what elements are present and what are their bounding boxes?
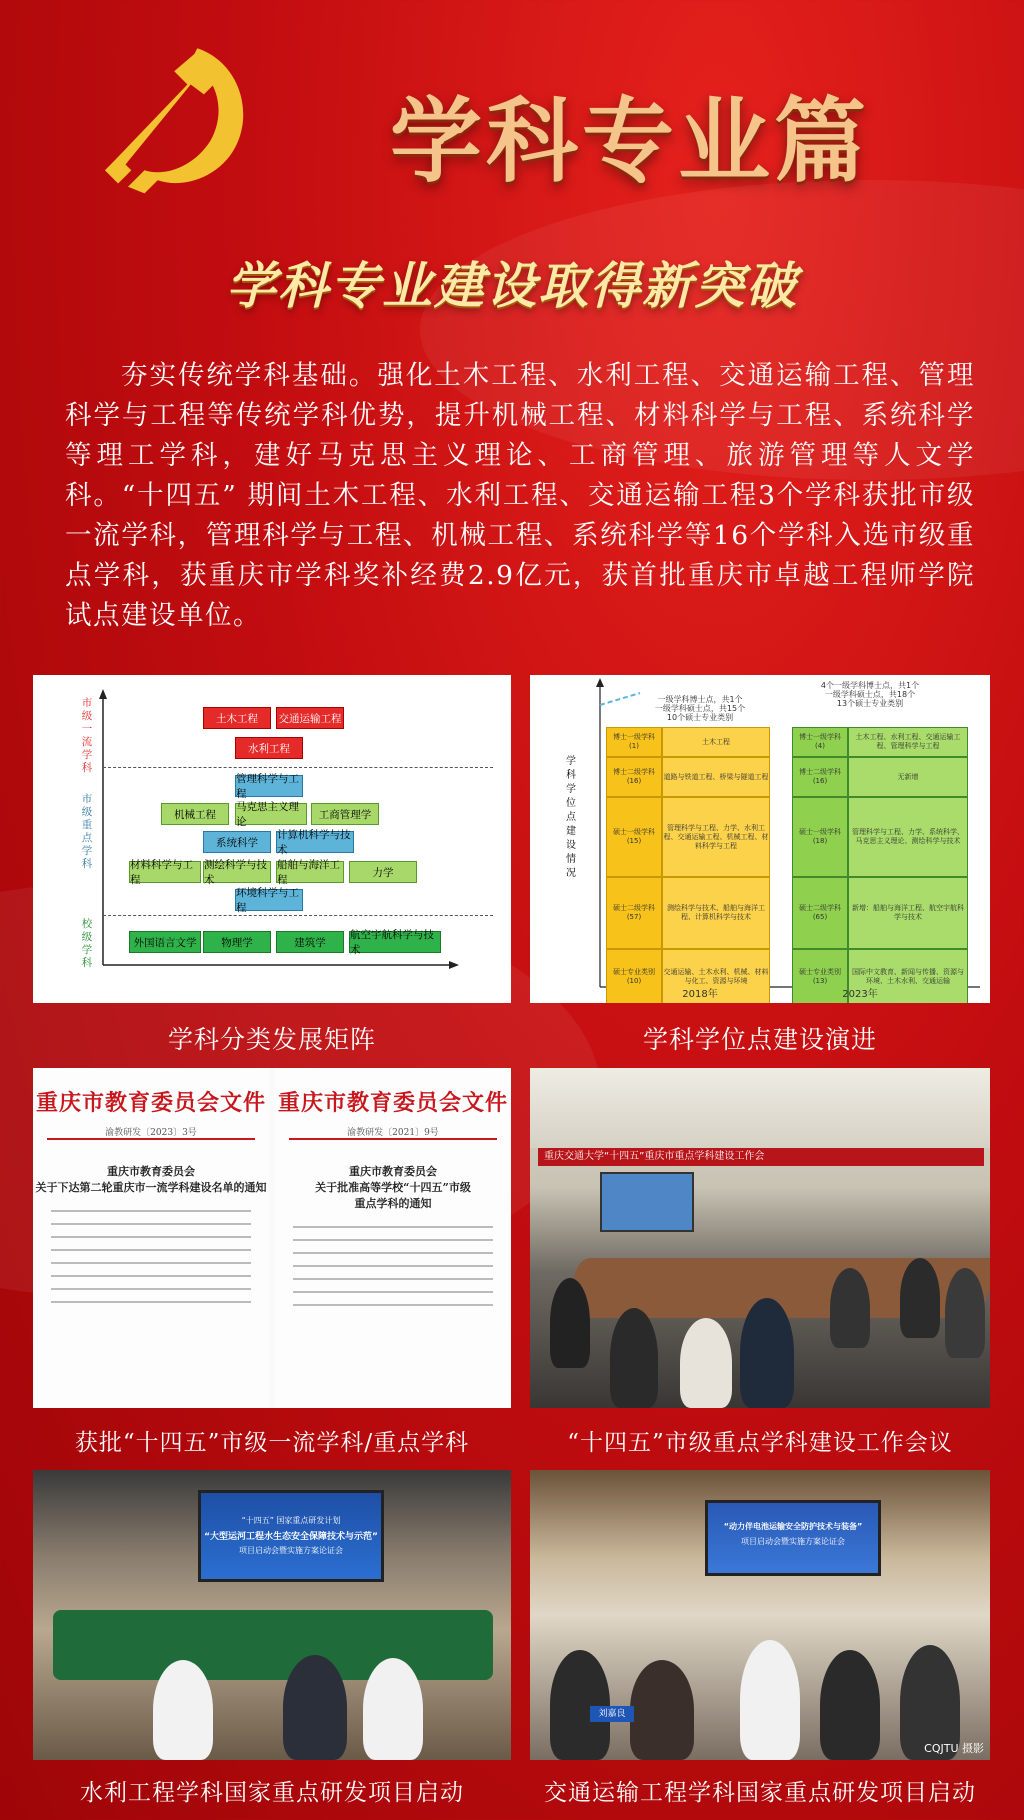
page-title: 学科专业篇 <box>390 88 871 195</box>
caption: 学科分类发展矩阵 <box>167 1025 376 1054</box>
doc-rule <box>289 1138 497 1140</box>
subject-box: 航空宇航科学与技术 <box>349 931 441 953</box>
attendee <box>550 1650 610 1760</box>
degree-cell: 硕士专业类别 (13) <box>792 949 848 1003</box>
subject-box: 建筑学 <box>276 931 344 953</box>
section-subtitle: 学科专业建设取得新突破 <box>226 257 798 315</box>
category-label: 市级一流学科 <box>81 697 93 774</box>
subject-box: 工商管理学 <box>311 803 379 825</box>
degree-cell: 博士一级学科 (1) <box>606 727 662 757</box>
doc-subject: 重庆市教育委员会 关于批准高等学校“十四五”市级 重点学科的通知 <box>315 1165 471 1210</box>
attendee <box>680 1318 732 1408</box>
screen-line: “大型运河工程水生态安全保障技术与示范” <box>204 1532 378 1542</box>
degree-cell: 国际中文教育、新闻与传播、资源与环境、土木水利、交通运输 <box>848 949 968 1003</box>
attendee <box>945 1268 985 1358</box>
degree-cell: 博士一级学科 (4) <box>792 727 848 757</box>
attendee <box>283 1655 347 1760</box>
led-screen <box>705 1500 881 1576</box>
attendee <box>900 1258 940 1338</box>
header <box>0 0 1024 240</box>
meeting-table <box>53 1610 493 1680</box>
screen <box>600 1172 694 1232</box>
degree-cell: 无新增 <box>848 757 968 797</box>
screen-line: “动力伴电池运输安全防护技术与装备” <box>723 1522 863 1531</box>
subject-box: 力学 <box>349 861 417 883</box>
watermark: CQJTU 摄影 <box>924 1742 984 1755</box>
meeting-banner: 重庆交通大学“十四五”重庆市重点学科建设工作会 <box>538 1148 984 1166</box>
subject-box: 机械工程 <box>161 803 229 825</box>
doc-title: 重庆市教育委员会文件 <box>35 1090 266 1116</box>
subject-box: 测绘科学与技术 <box>203 861 271 883</box>
category-label: 校级学科 <box>81 918 93 969</box>
doc-number: 渝教研发〔2023〕3号 <box>105 1128 197 1138</box>
subject-box: 土木工程 <box>203 707 271 729</box>
degree-cell: 新增：船舶与海洋工程、航空宇航科学与技术 <box>848 877 968 949</box>
degree-cell: 硕士二级学科 (65) <box>792 877 848 949</box>
category-label: 市级重点学科 <box>81 793 93 870</box>
degree-cell: 博士二级学科 (16) <box>792 757 848 797</box>
launch-photo <box>530 1470 990 1760</box>
doc-title: 重庆市教育委员会文件 <box>277 1090 508 1116</box>
degree-cell: 硕士一级学科 (18) <box>792 797 848 877</box>
year-label: 2018年 <box>682 988 718 1000</box>
doc-rule <box>47 1138 255 1140</box>
degree-cell: 管理科学与工程、力学、水利工程、交通运输工程、机械工程、材料科学与工程 <box>662 797 770 877</box>
tier-divider <box>103 767 493 768</box>
caption: 学科学位点建设演进 <box>642 1025 877 1054</box>
subject-box: 水利工程 <box>235 737 303 759</box>
degree-cell: 硕士二级学科 (57) <box>606 877 662 949</box>
meeting-photo <box>530 1068 990 1408</box>
subject-box: 环境科学与工程 <box>235 889 303 911</box>
subject-box: 计算机科学与技术 <box>276 831 354 853</box>
ceiling <box>530 1068 990 1148</box>
attendee <box>363 1658 423 1760</box>
degree-cell: 测绘科学与技术、船舶与海洋工程、计算机科学与技术 <box>662 877 770 949</box>
degree-chart <box>530 675 990 1003</box>
attendee <box>820 1650 880 1760</box>
degree-note: 4个一级学科博士点，共1个 一级学科硕士点，共18个 13个硕士专业类别 <box>820 680 920 708</box>
subject-box: 材料科学与工程 <box>129 861 201 883</box>
degree-cell: 交通运输、土木水利、机械、材料与化工、资源与环境 <box>662 949 770 1003</box>
launch-photo <box>33 1470 511 1760</box>
attendee <box>830 1268 870 1348</box>
caption: 交通运输工程学科国家重点研发项目启动 <box>544 1780 976 1806</box>
hammer-sickle-icon <box>95 35 260 200</box>
subject-box: 管理科学与工程 <box>235 775 303 797</box>
doc-page <box>33 1068 269 1408</box>
intro-paragraph: 夯实传统学科基础。强化土木工程、水利工程、交通运输工程、管理科学与工程等传统学科优势，提升机械工程、材料科学与工程、系统科学等理工学科，建好马克思主义理论、工商管理、旅游管理等人文学科。“十四五” 期间土木工程、水利工程、交通运输工程3个学科获批市级一流学科，管理科学与工程、机械工程、系统科学等16个学科入选市级重点学科，获重庆市学科奖补经费2.9亿元，获首批重庆市卓越工程师学院试点建设单位。 <box>65 360 975 631</box>
screen-line: “十四五” 国家重点研发计划 <box>241 1516 341 1525</box>
caption: “十四五”市级重点学科建设工作会议 <box>567 1430 953 1456</box>
attendee <box>153 1660 213 1760</box>
degree-cell: 土木工程 <box>662 727 770 757</box>
screen-line: 项目启动会暨实施方案论证会 <box>741 1537 845 1546</box>
subject-box: 系统科学 <box>203 831 271 853</box>
degree-cell: 道路与铁道工程、桥梁与隧道工程 <box>662 757 770 797</box>
name-plate: 刘嘉良 <box>590 1706 634 1722</box>
subject-box: 物理学 <box>203 931 271 953</box>
matrix-chart <box>33 675 511 1003</box>
screen-line: 项目启动会暨实施方案论证会 <box>239 1546 343 1555</box>
attendee <box>740 1640 800 1760</box>
doc-subject: 重庆市教育委员会 关于下达第二轮重庆市一流学科建设名单的通知 <box>35 1165 267 1194</box>
attendee <box>550 1278 590 1368</box>
degree-cell: 管理科学与工程、力学、系统科学、马克思主义理论、测绘科学与技术 <box>848 797 968 877</box>
attendee <box>610 1308 658 1408</box>
doc-text <box>51 1210 251 1303</box>
tier-divider <box>103 915 493 916</box>
subject-box: 外国语言文学 <box>129 931 201 953</box>
doc-text <box>293 1226 493 1306</box>
caption: 获批“十四五”市级一流学科/重点学科 <box>74 1430 470 1456</box>
degree-note: 一级学科博士点，共1个 一级学科硕士点，共15个 10个硕士专业类别 <box>654 694 746 722</box>
degree-cell: 硕士专业类别 (10) <box>606 949 662 1003</box>
subject-box: 马克思主义理论 <box>235 803 307 825</box>
degree-cell: 硕士一级学科 (15) <box>606 797 662 877</box>
doc-number: 渝教研发〔2021〕9号 <box>347 1128 439 1138</box>
degree-cell: 博士二级学科 (16) <box>606 757 662 797</box>
led-screen <box>198 1490 384 1582</box>
degree-cell: 土木工程、水利工程、交通运输工程、管理科学与工程 <box>848 727 968 757</box>
caption: 水利工程学科国家重点研发项目启动 <box>80 1780 464 1806</box>
axis-label: 学科学位点建设情况 <box>566 756 576 879</box>
attendee <box>740 1298 794 1408</box>
subject-box: 船舶与海洋工程 <box>276 861 344 883</box>
subject-box: 交通运输工程 <box>276 707 344 729</box>
doc-page <box>275 1068 511 1408</box>
documents-image <box>33 1068 511 1408</box>
year-label: 2023年 <box>842 988 878 1000</box>
attendee <box>630 1660 694 1760</box>
